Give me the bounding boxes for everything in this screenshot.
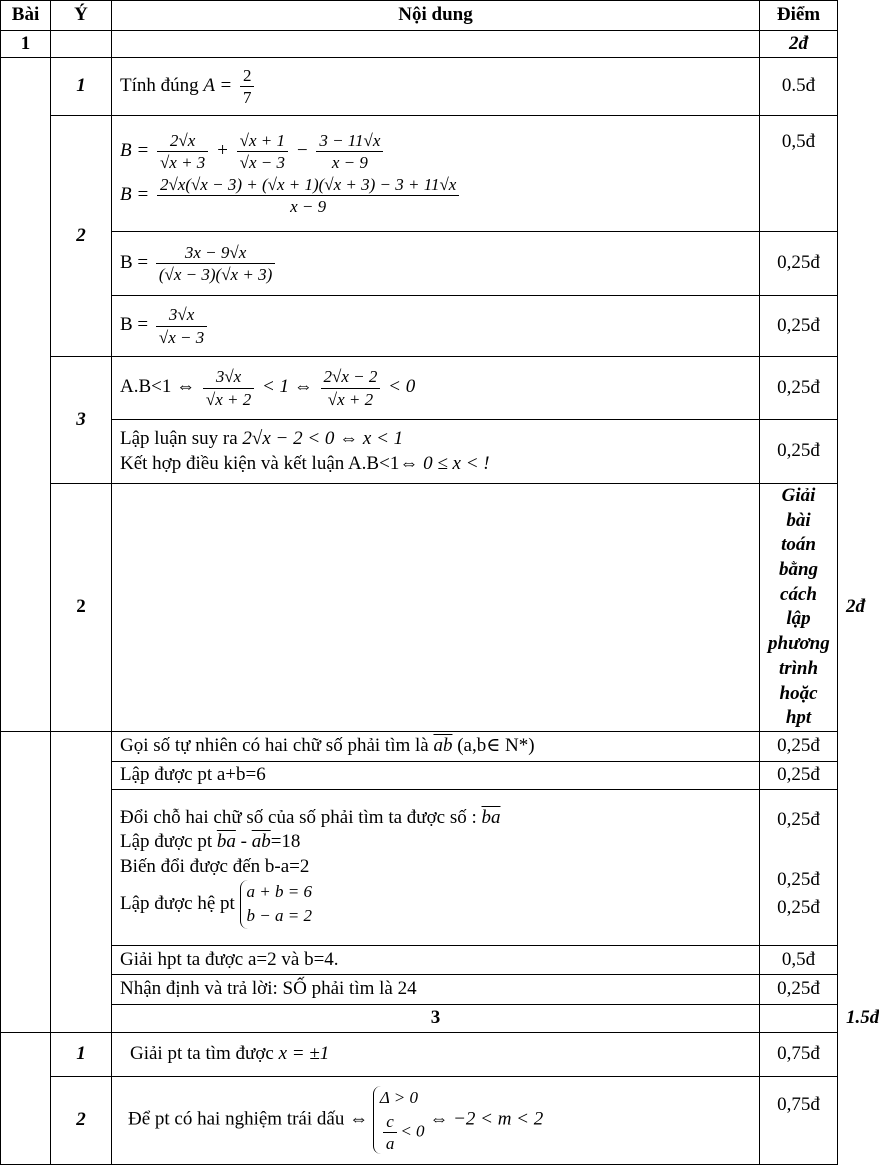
bai2-content3: Đổi chỗ hai chữ số của số phải tìm ta được số : $\overline{ba}$ Lập được pt $\overline{ba} - \overline{ab}=18$ Biến đổi được đến b-a=2 Lập được hệ pt a + b = 6 b − a = 2 [112, 789, 760, 945]
bai2-score4: 0,5đ [760, 945, 838, 974]
bai3-number: 3 [112, 1004, 760, 1032]
bai3-y1-row [1, 1032, 838, 1076]
bai1-y2-content2: B = $\frac{3x - 9√x}{(√x - 3)(√x + 3)}$ [112, 232, 760, 296]
bai2-content1: Gọi số tự nhiên có hai chữ số phải tìm là $\overline{ab}$ (a,b∈ N*) [112, 731, 760, 761]
bai3-y1-content: Giải pt ta tìm được x = ±1 [112, 1032, 760, 1076]
bai1-total: 2đ [760, 31, 838, 58]
bai2-content5: Nhận định và trả lời: SỐ phải tìm là 24 [112, 974, 760, 1004]
bai2-row1 [1, 731, 838, 761]
bai3-row: 3 1.5đ [1, 1004, 838, 1032]
bai1-y3-content2: Lập luận suy ra 2√x − 2 < 0 ⇔ x < 1 Kết hợp điều kiện và kết luận A.B<1⇔ 0 ≤ x < ! [112, 420, 760, 484]
bai2-score5: 0,25đ [760, 974, 838, 1004]
bai1-y3-row2 [1, 420, 838, 484]
bai2-number: 2 [51, 484, 112, 732]
bai1-y2-row1 [1, 116, 838, 232]
bai2-content4: Giải hpt ta được a=2 và b=4. [112, 945, 760, 974]
bai2-row: 2 Giải bài toán bằng cách lập phương trình hoặc hpt 2đ [1, 484, 838, 732]
header-diem: Điểm [760, 1, 838, 31]
bai1-y1-row [1, 58, 838, 116]
bai1-y3-label: 3 [51, 357, 112, 484]
bai1-y1-label: 1 [51, 58, 112, 116]
bai1-y1-content: Tính đúng A = $\frac{2}{7}$ [112, 58, 760, 116]
bai3-y2-score: 0,75đ [760, 1076, 838, 1164]
bai2-row2 [1, 761, 838, 789]
bai1-y3-score2: 0,25đ [760, 420, 838, 484]
bai3-y1-score: 0,75đ [760, 1032, 838, 1076]
bai1-y2-label: 2 [51, 116, 112, 357]
bai2-title: Giải bài toán bằng cách lập phương trình hoặc hpt [760, 484, 838, 732]
bai3-y1-label: 1 [51, 1032, 112, 1076]
bai1-y3-score1: 0,25đ [760, 357, 838, 420]
bai2-score2: 0,25đ [760, 761, 838, 789]
bai2-row5 [1, 974, 838, 1004]
bai3-y2-label: 2 [51, 1076, 112, 1164]
bai2-score1: 0,25đ [760, 731, 838, 761]
bai1-y2-score3: 0,25đ [760, 296, 838, 357]
bai2-content2: Lập được pt a+b=6 [112, 761, 760, 789]
bai1-y3-row1 [1, 357, 838, 420]
bai1-y1-score: 0.5đ [760, 58, 838, 116]
header-row [1, 1, 838, 31]
bai1-y2-score1: 0,5đ [760, 116, 838, 232]
bai2-row3 [1, 789, 838, 945]
bai3-y2-row [1, 1076, 838, 1164]
bai1-row [1, 31, 838, 58]
bai1-y2-row2 [1, 232, 838, 296]
bai2-row4 [1, 945, 838, 974]
bai2-score3: 0,25đ 0,25đ 0,25đ [760, 789, 838, 945]
bai1-y2-score2: 0,25đ [760, 232, 838, 296]
bai1-y2-content1: B = $\frac{2√x}{√x + 3}$ + $\frac{√x + 1}{√x - 3}$ − $\frac{3 - 11√x}{x - 9}$ B = $\frac{2√x(√x - 3) + (√x + 1)(√x + 3) - 3 + 11√x}{x - 9}$ [112, 116, 760, 232]
bai1-number: 1 [1, 31, 51, 58]
header-y: Ý [51, 1, 112, 31]
bai1-y2-row3 [1, 296, 838, 357]
header-noi-dung: Nội dung [112, 1, 760, 31]
header-bai: Bài [1, 1, 51, 31]
bai1-y2-content3: B = $\frac{3√x}{√x - 3}$ [112, 296, 760, 357]
bai3-y2-content: Để pt có hai nghiệm trái dấu ⇔ Δ > 0 $\frac{c}{a}$ < 0 ⇔ −2 < m < 2 [112, 1076, 760, 1164]
bai1-y3-content1: A.B<1 ⇔ $\frac{3√x}{√x + 2}$ < 1 ⇔ $\frac{2√x - 2}{√x + 2}$ < 0 [112, 357, 760, 420]
